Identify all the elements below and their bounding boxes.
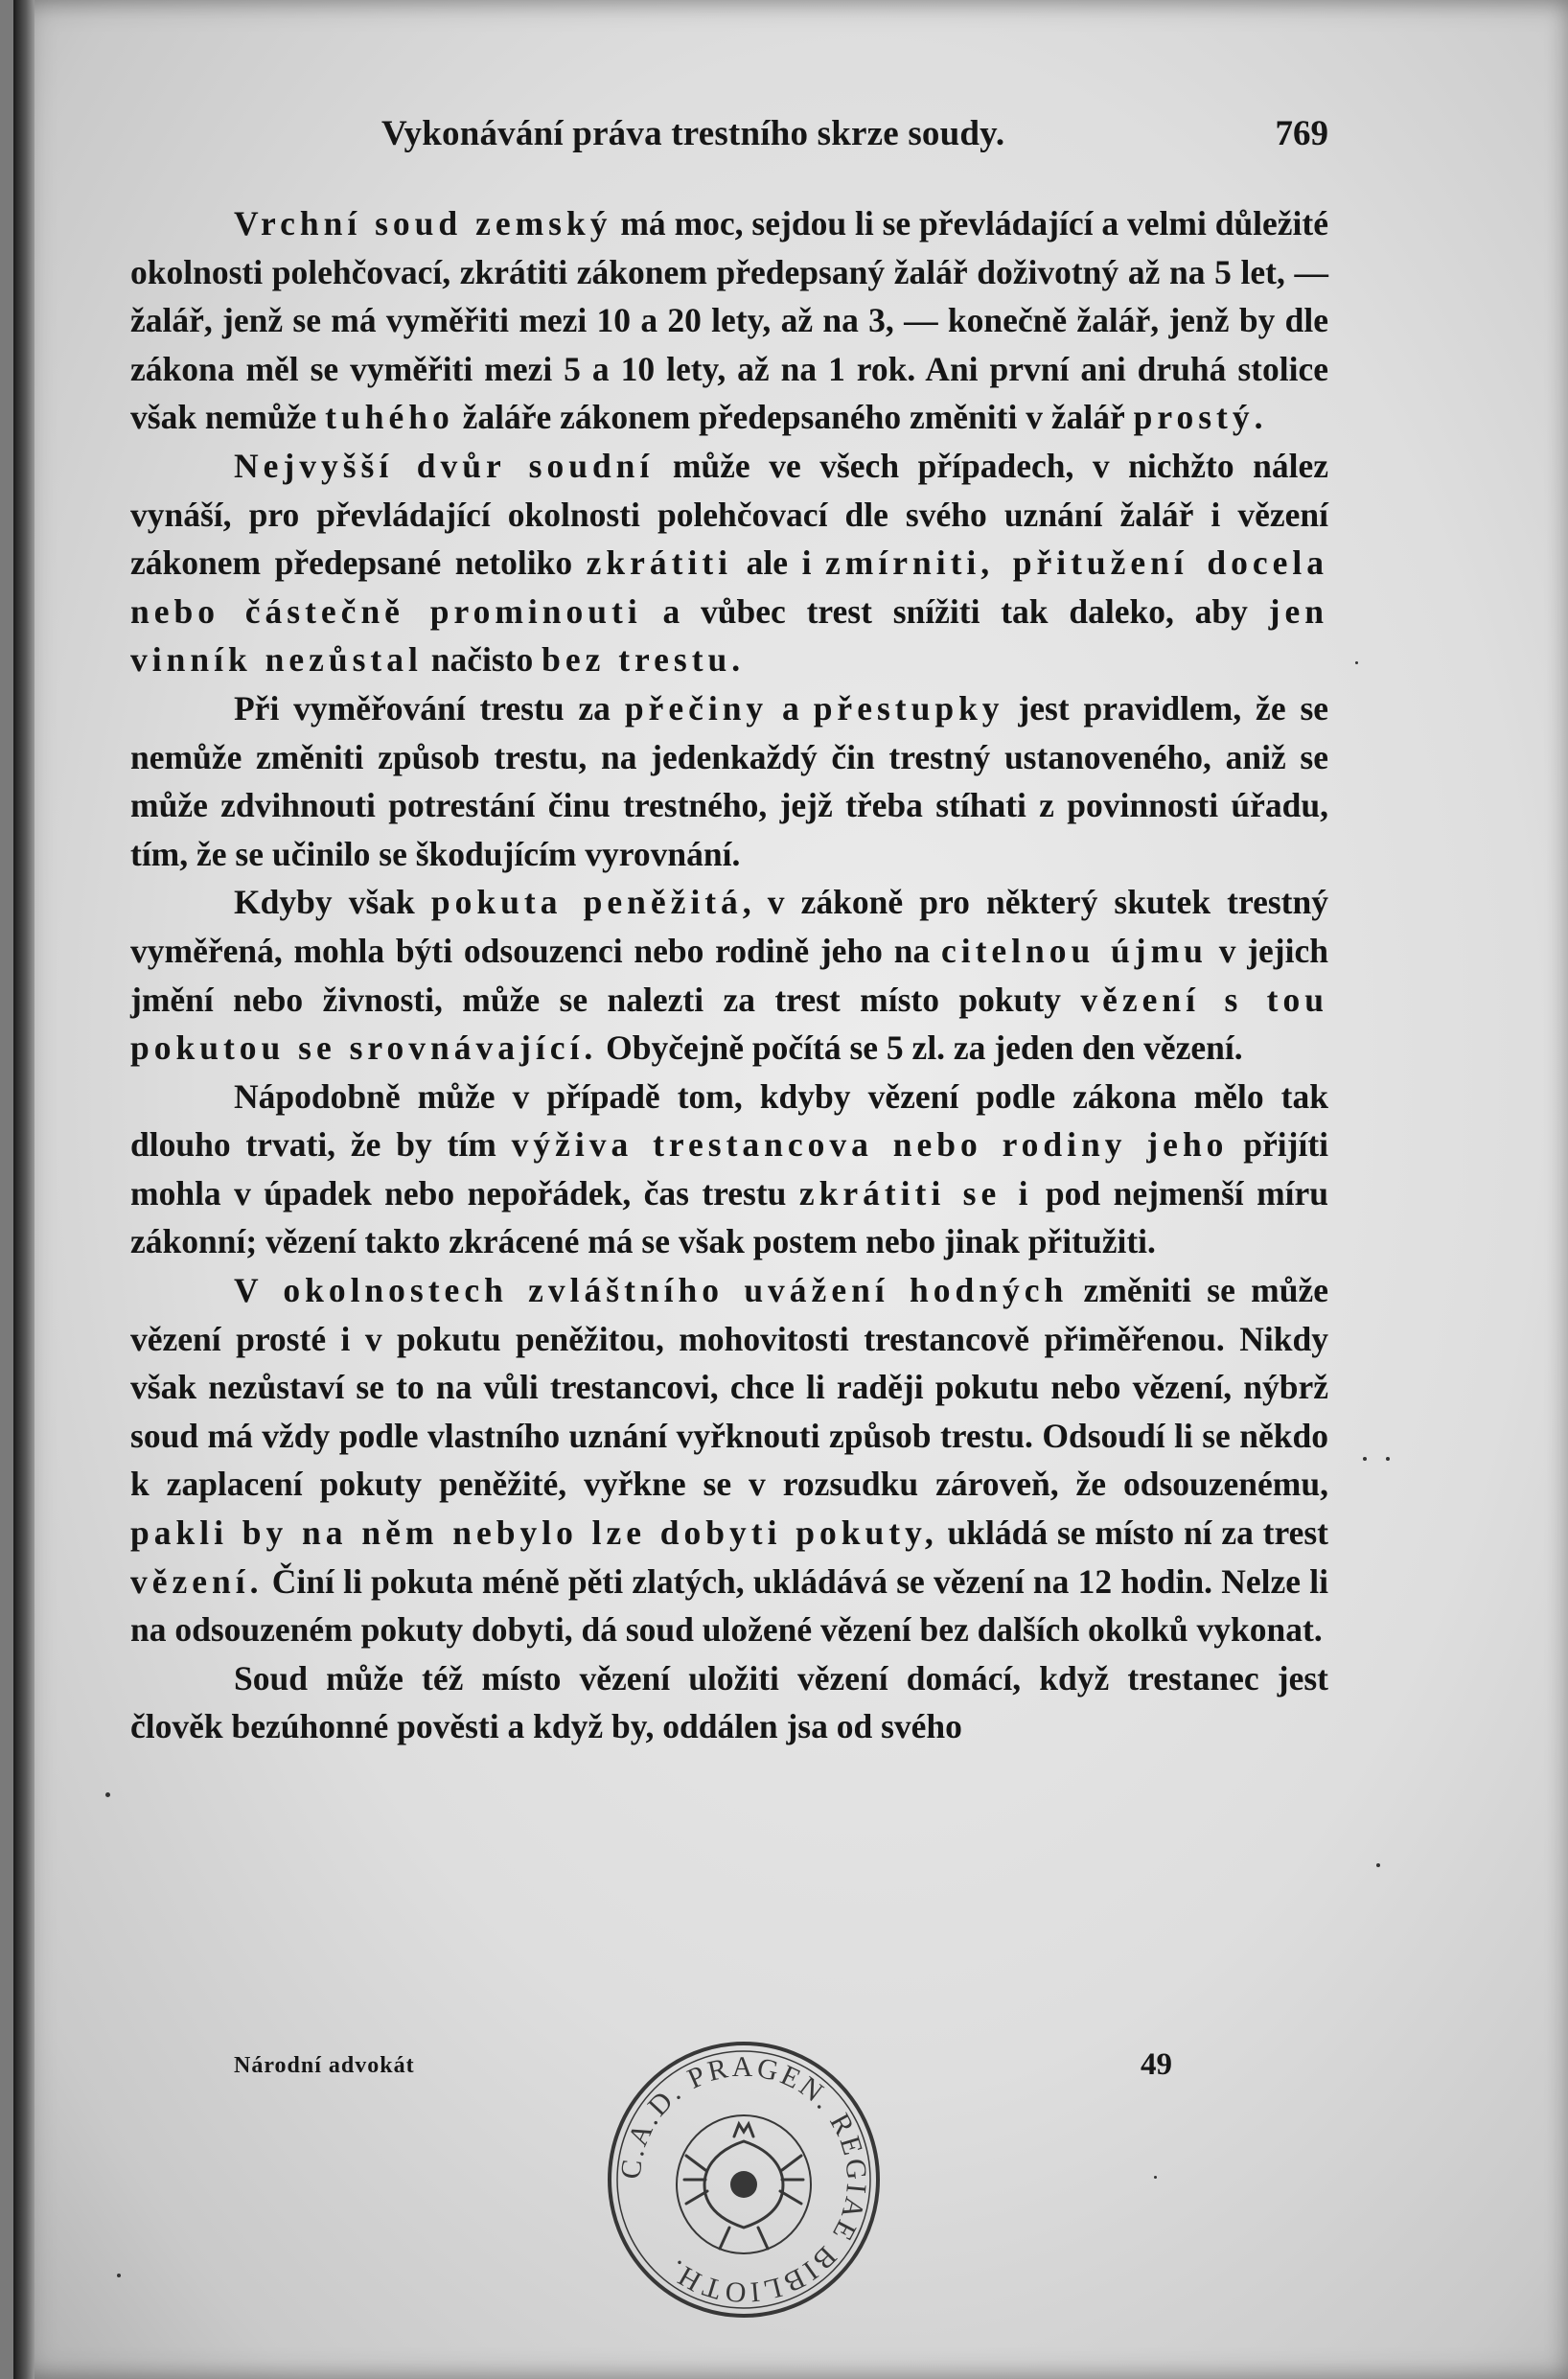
emphasized-text-run: zkrátiti se i: [798, 1173, 1033, 1213]
text-run: v jejich jmění nebo živnosti, může se nalezti za trest místo pokuty: [130, 931, 1328, 1019]
page-number: 769: [1275, 114, 1328, 153]
emphasized-text-run: prostý.: [1133, 398, 1268, 437]
emphasized-text-run: tuhého: [325, 398, 454, 437]
text-run: Při vyměřování trestu za: [234, 688, 625, 728]
emphasized-text-run: vězení.: [130, 1561, 264, 1601]
emphasized-text-run: jen vinník nezůstal: [130, 591, 1328, 680]
emphasized-text-run: V okolnostech zvláštního uvážení hodných: [234, 1271, 1069, 1310]
emphasized-text-run: pakli by na něm nebylo lze dobyti pokuty,: [130, 1513, 938, 1553]
text-run: Nápodobně může v případě tom, kdyby vězení podle zákona mělo tak dlouho trvati, že by tím: [130, 1076, 1328, 1165]
text-run: a: [768, 688, 814, 728]
emphasized-text-run: zmírniti, přitužení docela nebo částečně prominouti: [130, 543, 1328, 631]
paragraph: [130, 878, 1328, 1072]
paragraph: [130, 684, 1328, 878]
text-run: pod nejmenší míru zákonní; vězení takto zkrácené má se však postem nebo jinak přitužiti.: [130, 1173, 1328, 1261]
emphasized-text-run: bez trestu.: [542, 640, 746, 680]
paragraph: [130, 1073, 1328, 1266]
emphasized-text-run: Nejvyšší dvůr soudní: [234, 446, 655, 485]
text-run: přijíti mohla v úpadek nebo nepořádek, čas trestu: [130, 1125, 1328, 1213]
emphasized-text-run: přestupky: [813, 688, 1004, 728]
library-stamp-icon: [600, 2036, 888, 2323]
paragraph: [130, 1266, 1328, 1654]
stamp-ring-text: C.A.D. PRAGEN. REGIAE BIBLIOTH.: [614, 2050, 873, 2309]
emphasized-text-run: přečiny: [624, 688, 769, 728]
text-run: jest pravidlem, že se nemůže změniti způsob trestu, na jedenkaždý čin trestný ustanoveného, aniž se může zdvihnouti potrestání činu trestného, jejž třeba stíhati z povinnosti úřadu, tím, že se učinilo se škodujícím vyrovnání.: [130, 688, 1329, 873]
text-run: Obyčejně počítá se 5 zl. za jeden den vězení.: [597, 1028, 1243, 1068]
text-run: změniti se může vězení prosté i v pokutu peněžitou, mohovitosti trestancově přiměřenou. Nikdy však nezůstaví se to na vůli trestancovi, chce li raději pokutu nebo vězení, nýbrž soud má vždy podle vlastního uznání vyřknouti způsob trestu. Odsoudí li se někdo k zaplacení pokuty peněžité, vyřkne se v rozsudku zároveň, že odsouzenému,: [130, 1271, 1328, 1504]
page-gutter-shadow: [13, 0, 35, 2379]
signature-number: 49: [1141, 2047, 1172, 2082]
emphasized-text-run: vězení s tou pokutou se srovnávající.: [130, 980, 1328, 1068]
emphasized-text-run: citelnou újmu: [940, 931, 1208, 970]
paragraph: [130, 442, 1328, 684]
text-run: Soud může též místo vězení uložiti vězení domácí, když trestanec jest člověk bezúhonné pověsti a když by, oddálen jsa od svého: [130, 1658, 1328, 1746]
text-run: žaláře zákonem předepsaného změniti v žalář: [453, 398, 1134, 437]
text-run: ale i: [732, 543, 826, 583]
text-run: ukládá se místo ní za trest: [937, 1513, 1328, 1553]
text-run: má moc, sejdou li se převládající a velmi důležité okolnosti polehčovací, zkrátiti zákonem předepsaný žalář doživotný až na 5 let, — žalář, jenž se má vyměřiti mezi 10 a 20 lety, až na 3, — konečně žalář, jenž by dle zákona měl se vyměřiti mezi 5 a 10 lety, až na 1 rok. Ani první ani druhá stolice však nemůže: [130, 204, 1329, 437]
emphasized-text-run: pokuta peněžitá: [430, 883, 743, 922]
body-text: [130, 199, 1328, 1751]
running-title: Vykonávání práva trestního skrze soudy.: [381, 114, 1005, 153]
text-run: může ve všech případech, v nichžto nález vynáší, pro převládající okolnosti polehčovací dle svého uznání žalář i vězení zákonem předepsané netoliko: [130, 446, 1328, 583]
emphasized-text-run: zkrátiti: [586, 543, 733, 583]
scanned-page: [13, 0, 1568, 2379]
paragraph: [130, 199, 1328, 442]
emphasized-text-run: výživa trestancova nebo rodiny jeho: [511, 1125, 1229, 1165]
paragraph: [130, 1654, 1328, 1751]
signature-mark: Národní advokát: [234, 2053, 415, 2078]
text-run: , v zákoně pro některý skutek trestný vyměřená, mohla býti odsouzenci nebo rodině jeho na: [130, 883, 1328, 970]
text-run: načisto: [422, 640, 542, 680]
text-run: a vůbec trest snížiti tak daleko, aby: [641, 591, 1269, 631]
running-header: [130, 113, 1328, 167]
emphasized-text-run: Vrchní soud zemský: [234, 204, 612, 243]
text-run: Činí li pokuta méně pěti zlatých, ukládává se vězení na 12 hodin. Nelze li na odsouzeném pokuty dobyti, dá soud uložené vězení bez dalších okolků vykonat.: [130, 1561, 1328, 1650]
text-run: Kdyby však: [234, 883, 431, 922]
